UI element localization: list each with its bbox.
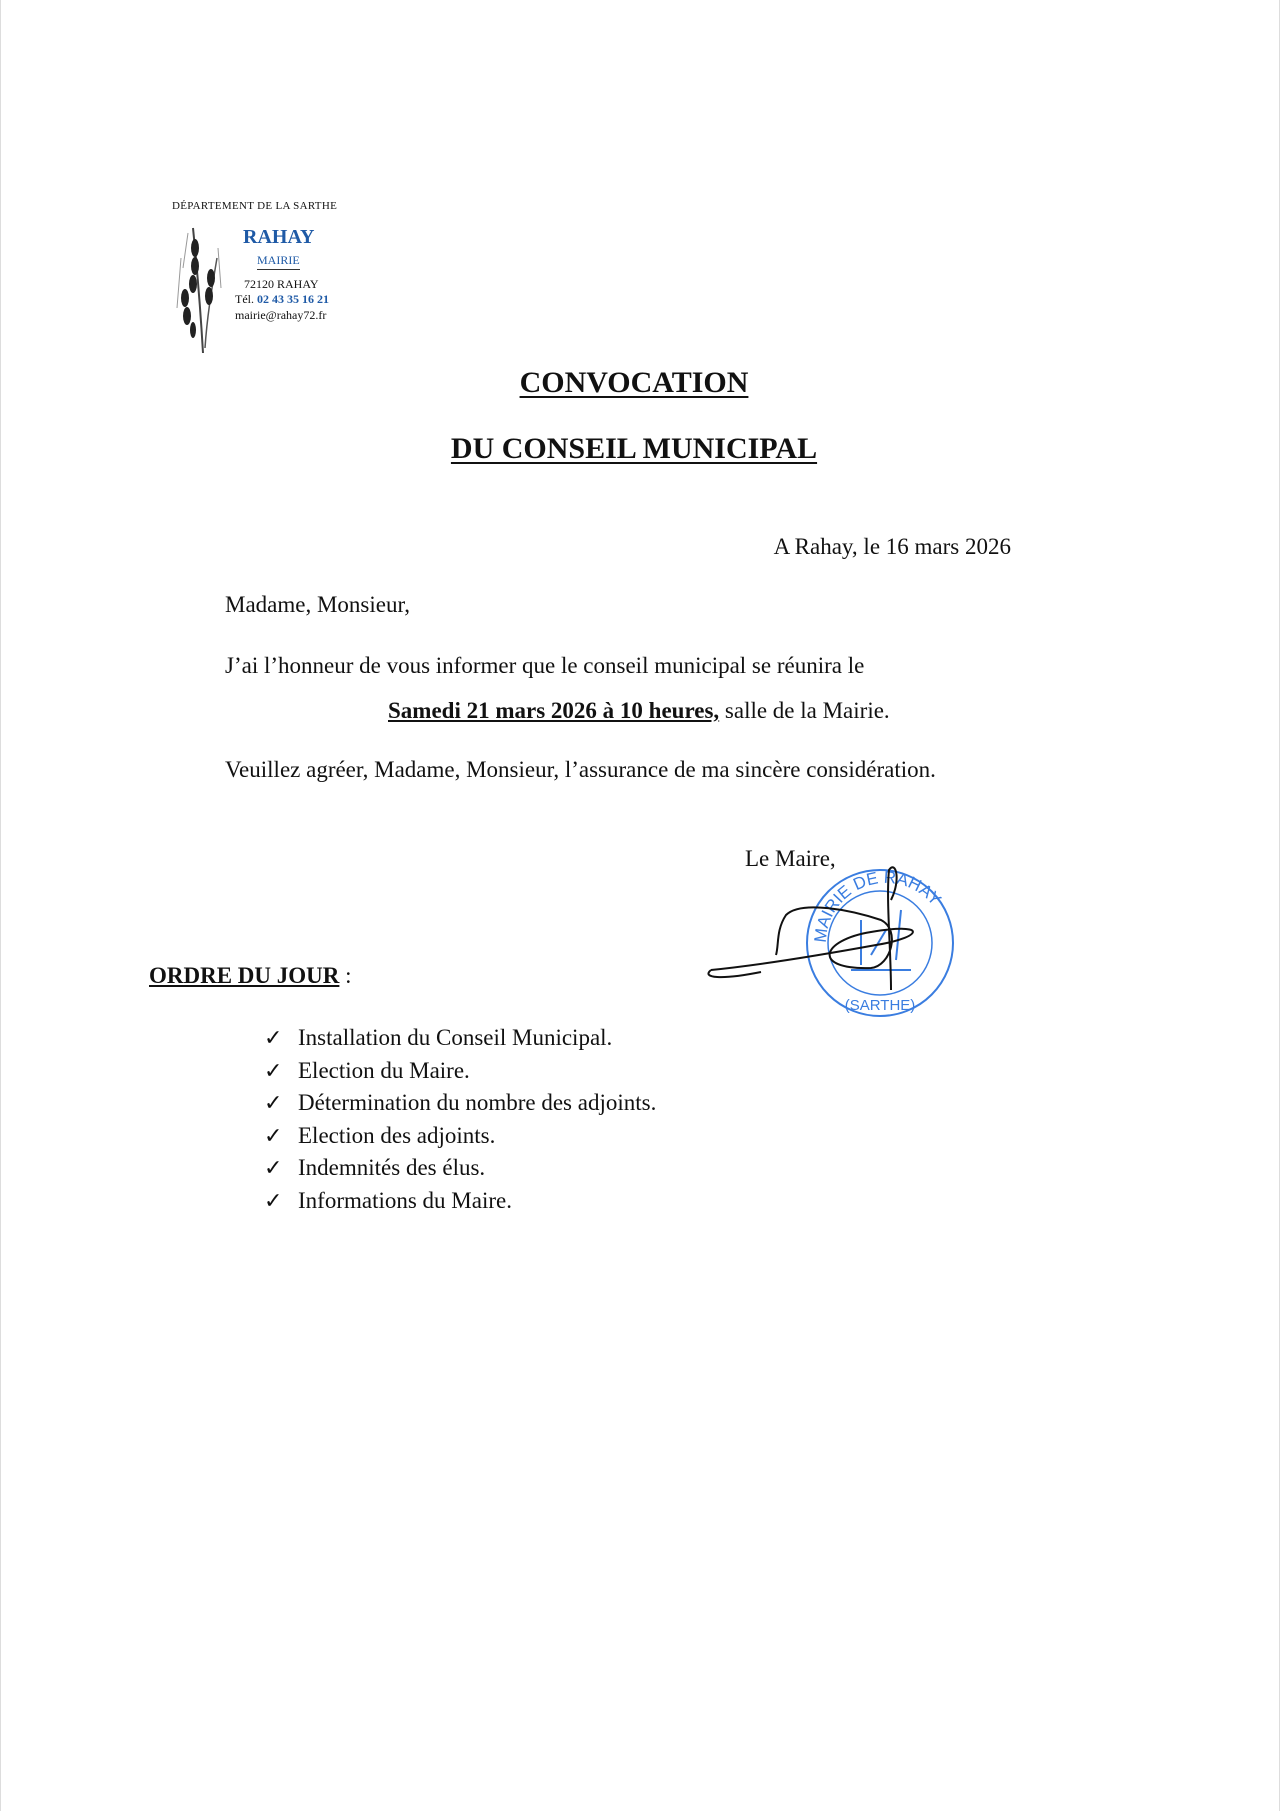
closing-text: Veuillez agréer, Madame, Monsieur, l’assurance de ma sincère considération.	[225, 757, 936, 782]
svg-text:(SARTHE): (SARTHE)	[844, 997, 916, 1014]
agenda-item: ✓ Installation du Conseil Municipal.	[264, 1023, 656, 1056]
email: mairie@rahay72.fr	[235, 308, 327, 322]
agenda-list	[264, 1023, 656, 1219]
phone-number: 02 43 35 16 21	[257, 292, 329, 306]
agenda-item: ✓ Informations du Maire.	[264, 1186, 656, 1219]
wheat-logo-icon	[173, 218, 223, 353]
check-icon: ✓	[264, 1057, 283, 1083]
intro-text: J’ai l’honneur de vous informer que le conseil municipal se réunira le	[225, 653, 865, 678]
date-line: A Rahay, le 16 mars 2026	[773, 534, 1011, 559]
agenda-item: ✓ Indemnités des élus.	[264, 1153, 656, 1186]
title-line1: CONVOCATION	[519, 366, 749, 399]
agenda-heading-suffix: :	[339, 963, 352, 988]
check-icon: ✓	[264, 1122, 283, 1148]
check-icon: ✓	[264, 1187, 283, 1213]
check-icon: ✓	[264, 1155, 283, 1181]
agenda-item: ✓ Election du Maire.	[264, 1056, 656, 1089]
svg-text:MAIRIE DE RAHAY: MAIRIE DE RAHAY	[810, 867, 945, 944]
meeting-datetime: Samedi 21 mars 2026 à 10 heures,	[388, 698, 720, 723]
check-icon: ✓	[264, 1090, 283, 1116]
signature-label: Le Maire,	[745, 846, 836, 871]
title-line2: DU CONSEIL MUNICIPAL	[450, 432, 818, 465]
agenda-item: ✓ Election des adjoints.	[264, 1121, 656, 1154]
phone-label: Tél.	[235, 292, 254, 306]
agenda-item: ✓ Détermination du nombre des adjoints.	[264, 1088, 656, 1121]
check-icon: ✓	[264, 1025, 283, 1050]
salutation: Madame, Monsieur,	[225, 592, 410, 617]
department-label: DÉPARTEMENT DE LA SARTHE	[172, 200, 338, 212]
meeting-location: salle de la Mairie.	[719, 698, 890, 723]
address: 72120 RAHAY	[244, 277, 319, 291]
agenda-heading: ORDRE DU JOUR	[149, 963, 340, 988]
town-name: RAHAY	[243, 226, 315, 248]
office-label: MAIRIE	[257, 253, 300, 270]
mayor-stamp-signature	[701, 860, 971, 1030]
